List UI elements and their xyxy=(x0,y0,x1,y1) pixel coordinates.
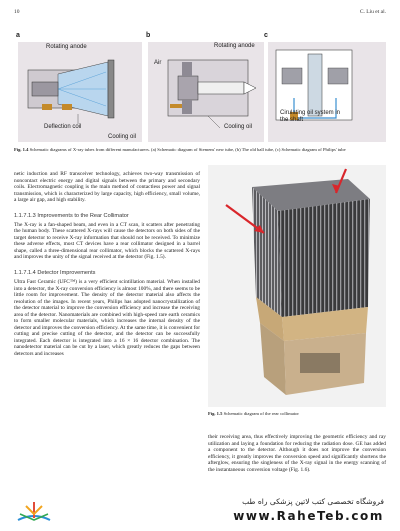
page-number: 10 xyxy=(14,9,20,15)
label-cooling-oil-a: Cooling oil xyxy=(108,134,137,140)
figure-1-4-caption-text: Schematic diagrams of X-ray tubes from different manufacturers. (a) Schematic diagram of Siemens' new tube, (b) The old ball tube, (c) Schematic diagram of Philips' tube xyxy=(29,147,346,152)
xray-tube-diagram-c xyxy=(268,42,386,142)
label-rotating-anode-b: Rotating anode xyxy=(214,43,255,49)
paragraph-1: netic induction and RF transceiver technology, achieves two-way transmission of noncontact electric energy and digital signals between the primary and secondary coils. Electromagnetic coupling is the main method of contactless power and signal transmission, which is characterized by large capacity, high efficiency, small volume, a large air gap, and high stability. xyxy=(14,171,200,204)
section-heading-rear-collimator: 1.1.7.1.3 Improvements to the Rear Collimator xyxy=(14,212,129,219)
figure-1-5-caption-text: Schematic diagram of the rear collimator xyxy=(223,411,299,416)
paragraph-3: Ultra Fast Ceramic (UFC™) is a very efficient scintillation material. When installed into a detector, the X-ray conversion efficiency is almost 100%, and there seems to be little room for improvement. The density of the detector material also affects the resolution of the images. In recent years, Philips has adopted nanocrystallization of the detector material to improve the conversion efficiency and increase the receiving area of the detector. Nanomaterials are combined with high-speed rare earth ceramics to form smaller molecular materials, which increases the internal density of the detector and improves the conversion efficiency. At the same time, it is convenient for cutting and precise cutting of the detector, and the detector can be successfully integrated. Each detector is integrated into a 16 × 16 detector combination. The nanodetector material can be cut by a laser, which greatly reduces the gaps between detectors and increases xyxy=(14,279,200,358)
panel-a-label: a xyxy=(16,32,20,39)
section-heading-detector: 1.1.7.1.4 Detector Improvements xyxy=(14,270,96,277)
paragraph-2: The X-ray is a fan-shaped beam, and even in a CT scan, it scatters after penetrating the human body. These scattered X-rays will cause the detectors on both sides of the target detector to receive X-ray information that should not be received. To minimize these adverse effects, most CT devices have a rear collimator designed in a barrel shape, called a three-dimensional rear collimator, which blocks the scattered X-rays and improves the unity of the signal received at the detector (Fig. 1.5). xyxy=(14,221,200,261)
watermark-url: www.RaheTeb.com xyxy=(233,509,384,523)
label-circulating-oil: Cirulating oil system in the shaft xyxy=(280,110,341,123)
label-rotating-anode-a: Rotating anode xyxy=(46,44,87,50)
book-logo-icon xyxy=(14,498,54,526)
panel-c-label: c xyxy=(264,32,268,39)
figure-1-4 xyxy=(14,28,386,142)
figure-1-5-caption-label: Fig. 1.5 xyxy=(208,411,223,416)
label-air: Air xyxy=(154,60,162,66)
figure-1-5-photo xyxy=(208,165,386,407)
figure-1-5-caption xyxy=(208,411,386,417)
running-author: C. Liu et al. xyxy=(359,9,386,15)
panel-b-label: b xyxy=(146,32,151,39)
label-cooling-oil-b: Cooling oil xyxy=(224,124,253,130)
label-deflection-coil: Deflection coil xyxy=(44,124,82,130)
panel-c xyxy=(268,42,386,142)
figure-1-4-caption-label: Fig. 1.4 xyxy=(14,147,29,152)
watermark-bar xyxy=(0,494,400,531)
watermark-persian-text: فروشگاه تخصصی کتب لاتین پزشکی راه طب xyxy=(242,497,384,506)
figure-1-4-caption xyxy=(14,147,386,153)
body-right-column: their receiving area, thus effectively improving the geometric efficiency and ray utilization and laying a foundation for reducing the radiation dose. GE has added a component to the detector. Although it does not improve the conversion efficiency, it greatly improves the conversion speed and significantly shortens the afterglow, ensuring the singleness of the X-ray signal in the energy scanning of the instantaneous conversion voltage (Fig. 1.6). xyxy=(208,434,386,473)
rear-collimator-photo xyxy=(208,165,386,407)
body-left-column xyxy=(14,171,200,358)
